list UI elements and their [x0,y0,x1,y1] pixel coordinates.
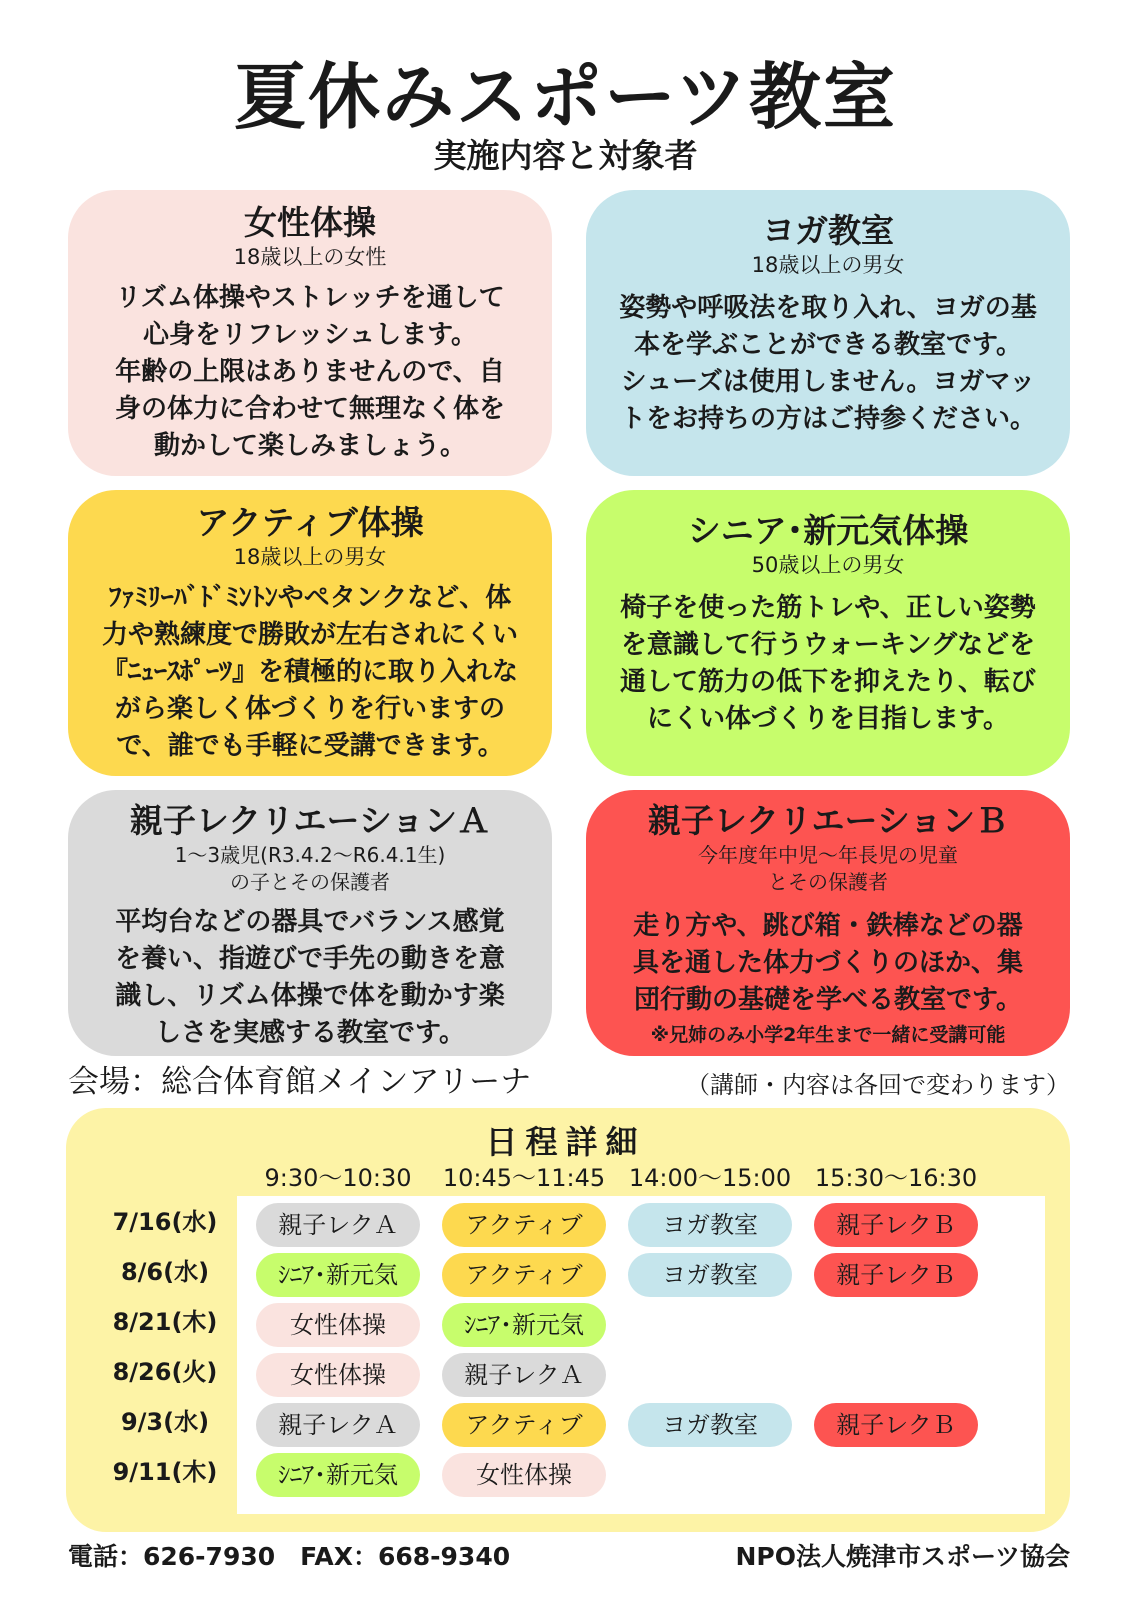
program-name: シニア･新元気体操 [687,511,969,550]
program-description: 椅子を使った筋トレや、正しい姿勢 を意識して行うウォーキングなどを 通して筋力の低下を抑えたり、転び にくい体づくりを目指します。 [619,593,1036,734]
program-card-senior-exercise [586,490,1070,776]
program-description: 姿勢や呼吸法を取り入れ、ヨガの基 本を学ぶことができる教室です。 シューズは使用しません。ヨガマッ トをお持ちの方はご持参ください。 [619,293,1037,434]
schedule-slot: ヨガ教室 [628,1203,792,1247]
program-target: 1～3歳児(R3.4.2～R6.4.1生) の子とその保護者 [174,843,446,894]
schedule-date: 8/21(木) [112,1308,218,1336]
schedule-slot: 親子レクＡ [256,1403,420,1447]
program-card-parent-child-b [586,790,1070,1056]
schedule-slot: 女性体操 [256,1303,420,1347]
schedule-slot: 親子レクＢ [814,1253,978,1297]
schedule-slot: ヨガ教室 [628,1253,792,1297]
time-header: 15:30～16:30 [814,1164,978,1192]
page-title: 夏休みスポーツ教室 [233,55,898,139]
schedule-date: 7/16(水) [112,1208,218,1236]
schedule-slot: 親子レクＡ [442,1353,606,1397]
schedule-slot: アクティブ [442,1403,606,1447]
schedule-slot: ｼﾆｱ･新元気 [442,1303,606,1347]
schedule-slot: 女性体操 [442,1453,606,1497]
schedule-date: 8/26(火) [112,1358,218,1386]
schedule-slot: ｼﾆｱ･新元気 [256,1253,420,1297]
program-name: 親子レクリエーションＢ [647,801,1009,840]
program-target: 50歳以上の男女 [751,553,905,577]
venue-note: （講師・内容は各回で変わります） [686,1071,1070,1099]
schedule-slot: 女性体操 [256,1353,420,1397]
venue-label: 会場：総合体育館メインアリーナ [68,1064,532,1100]
schedule-date: 9/3(水) [120,1408,210,1436]
program-target: 18歳以上の男女 [751,253,905,277]
schedule-date: 8/6(水) [120,1258,210,1286]
schedule-slot: 親子レクＢ [814,1203,978,1247]
program-card-yoga [586,190,1070,476]
time-header: 10:45～11:45 [442,1164,606,1192]
time-header: 9:30～10:30 [264,1164,412,1192]
program-description: 平均台などの器具でバランス感覚 を養い、指遊びで手先の動きを意 識し、リズム体操で体を動かす楽 しさを実感する教室です。 [114,907,505,1048]
contact-info: 電話：626-7930 FAX：668-9340 [68,1542,511,1571]
organization-name: NPO法人焼津市スポーツ協会 [735,1542,1070,1571]
program-description: リズム体操やストレッチを通して 心身をリフレッシュします。 年齢の上限はありませんので、自 身の体力に合わせて無理なく体を 動かして楽しみましょう。 [114,283,505,461]
program-name: ヨガ教室 [762,211,894,250]
schedule-date: 9/11(木) [112,1458,218,1486]
program-card-parent-child-a [68,790,552,1056]
time-header: 14:00～15:00 [628,1164,792,1192]
program-target: 18歳以上の男女 [233,545,387,569]
program-name: アクティブ体操 [196,503,424,542]
program-card-women-exercise [68,190,552,476]
schedule-slot: ヨガ教室 [628,1403,792,1447]
schedule-slot: アクティブ [442,1253,606,1297]
schedule-title: 日程詳細 [485,1123,646,1161]
program-description: ﾌｧﾐﾘｰﾊﾞﾄﾞﾐﾝﾄﾝやペタンクなど、体 力や熟練度で勝敗が左右されにくい 『ﾆｭｰｽﾎﾟｰﾂ』を積極的に取り入れな がら楽しく体づくりを行いますの で、誰でも手軽に受講できます。 [101,583,518,761]
schedule-slot: 親子レクＢ [814,1403,978,1447]
program-target: 今年度年中児～年長児の児童 とその保護者 [698,843,958,894]
schedule-slot: 親子レクＡ [256,1203,420,1247]
program-target: 18歳以上の女性 [233,245,387,269]
page-subtitle: 実施内容と対象者 [433,136,698,175]
schedule-slot: ｼﾆｱ･新元気 [256,1453,420,1497]
program-card-active-exercise [68,490,552,776]
program-note: ※兄姉のみ小学2年生まで一緒に受講可能 [650,1024,1006,1046]
schedule-slot: アクティブ [442,1203,606,1247]
program-name: 女性体操 [244,203,376,242]
program-name: 親子レクリエーションＡ [129,801,491,840]
program-description: 走り方や、跳び箱・鉄棒などの器 具を通した体力づくりのほか、集 団行動の基礎を学べる教室です。 [632,911,1023,1015]
